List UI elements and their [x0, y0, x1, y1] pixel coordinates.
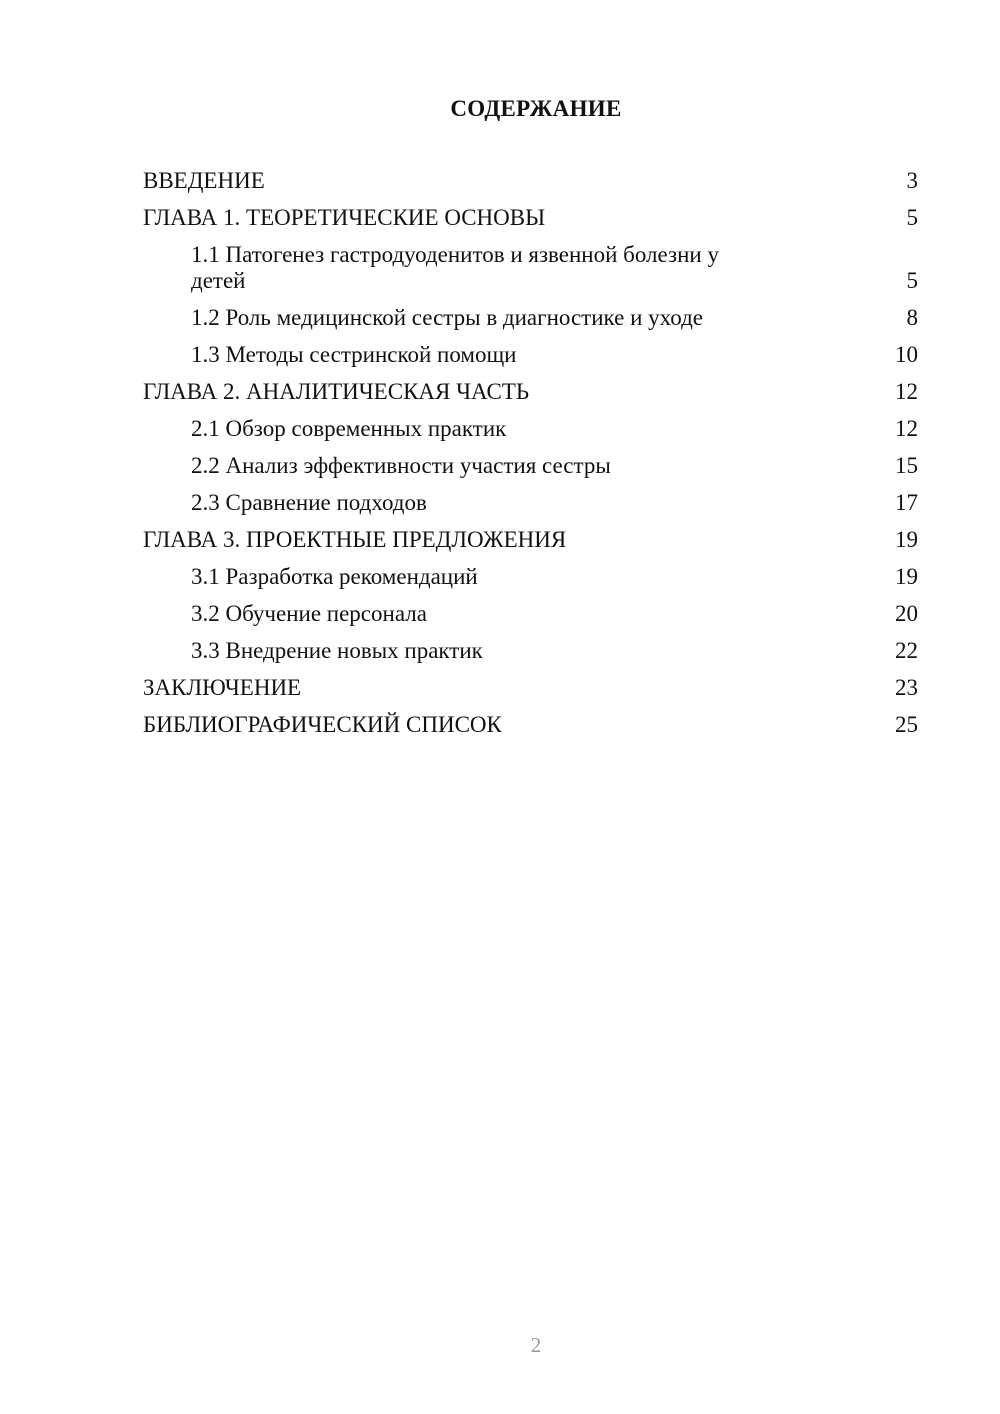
toc-entry-page: 19 [895, 564, 918, 589]
toc-entry-section-1-2[interactable] [143, 305, 918, 331]
toc-entry-chapter-2[interactable] [143, 379, 918, 405]
toc-entry-label: ЗАКЛЮЧЕНИЕ [143, 675, 302, 700]
toc-entry-label: 3.2 Обучение персонала [191, 601, 427, 626]
toc-entry-page: 12 [895, 416, 918, 441]
toc-entry-label: БИБЛИОГРАФИЧЕСКИЙ СПИСОК [143, 712, 502, 737]
toc-entry-section-1-1[interactable] [143, 242, 918, 294]
toc-entry-page: 25 [895, 712, 918, 737]
toc-entry-label: ГЛАВА 3. ПРОЕКТНЫЕ ПРЕДЛОЖЕНИЯ [143, 527, 567, 552]
toc-entry-label: ГЛАВА 2. АНАЛИТИЧЕСКАЯ ЧАСТЬ [143, 379, 530, 404]
toc-entry-section-2-2[interactable] [143, 453, 918, 479]
page-number: 2 [530, 1333, 542, 1357]
toc-entry-label: 3.1 Разработка рекомендаций [191, 564, 478, 589]
toc-entry-label: 1.2 Роль медицинской сестры в диагностике и уходе [191, 305, 704, 330]
toc-entry-page: 3 [906, 168, 918, 193]
toc-entry-section-3-2[interactable] [143, 601, 918, 627]
table-of-contents [143, 168, 918, 749]
toc-entry-label: ВВЕДЕНИЕ [143, 168, 265, 193]
toc-entry-label: 1.3 Методы сестринской помощи [191, 342, 517, 367]
toc-entry-introduction[interactable] [143, 168, 918, 194]
toc-entry-label: 2.2 Анализ эффективности участия сестры [191, 453, 611, 478]
toc-title: СОДЕРЖАНИЕ [450, 96, 622, 121]
toc-entry-section-1-3[interactable] [143, 342, 918, 368]
toc-entry-section-2-3[interactable] [143, 490, 918, 516]
toc-entry-page: 15 [895, 453, 918, 478]
toc-entry-label: 1.1 Патогенез гастродуоденитов и язвенной болезни у детей [191, 242, 719, 293]
toc-entry-chapter-3[interactable] [143, 527, 918, 553]
toc-entry-page: 10 [895, 342, 918, 367]
toc-entry-bibliography[interactable] [143, 712, 918, 738]
toc-entry-page: 8 [906, 305, 918, 330]
toc-entry-section-3-3[interactable] [143, 638, 918, 664]
toc-entry-label: 2.1 Обзор современных практик [191, 416, 507, 441]
toc-entry-section-2-1[interactable] [143, 416, 918, 442]
toc-entry-section-3-1[interactable] [143, 564, 918, 590]
toc-entry-label: ГЛАВА 1. ТЕОРЕТИЧЕСКИЕ ОСНОВЫ [143, 205, 546, 230]
toc-entry-label: 2.3 Сравнение подходов [191, 490, 427, 515]
toc-entry-page: 17 [895, 490, 918, 515]
toc-entry-page: 5 [906, 268, 918, 293]
toc-entry-label: 3.3 Внедрение новых практик [191, 638, 483, 663]
toc-entry-page: 5 [906, 205, 918, 230]
toc-entry-page: 20 [895, 601, 918, 626]
toc-entry-page: 12 [895, 379, 918, 404]
toc-entry-page: 22 [895, 638, 918, 663]
toc-entry-conclusion[interactable] [143, 675, 918, 701]
toc-entry-page: 23 [895, 675, 918, 700]
toc-entry-chapter-1[interactable] [143, 205, 918, 231]
toc-entry-page: 19 [895, 527, 918, 552]
